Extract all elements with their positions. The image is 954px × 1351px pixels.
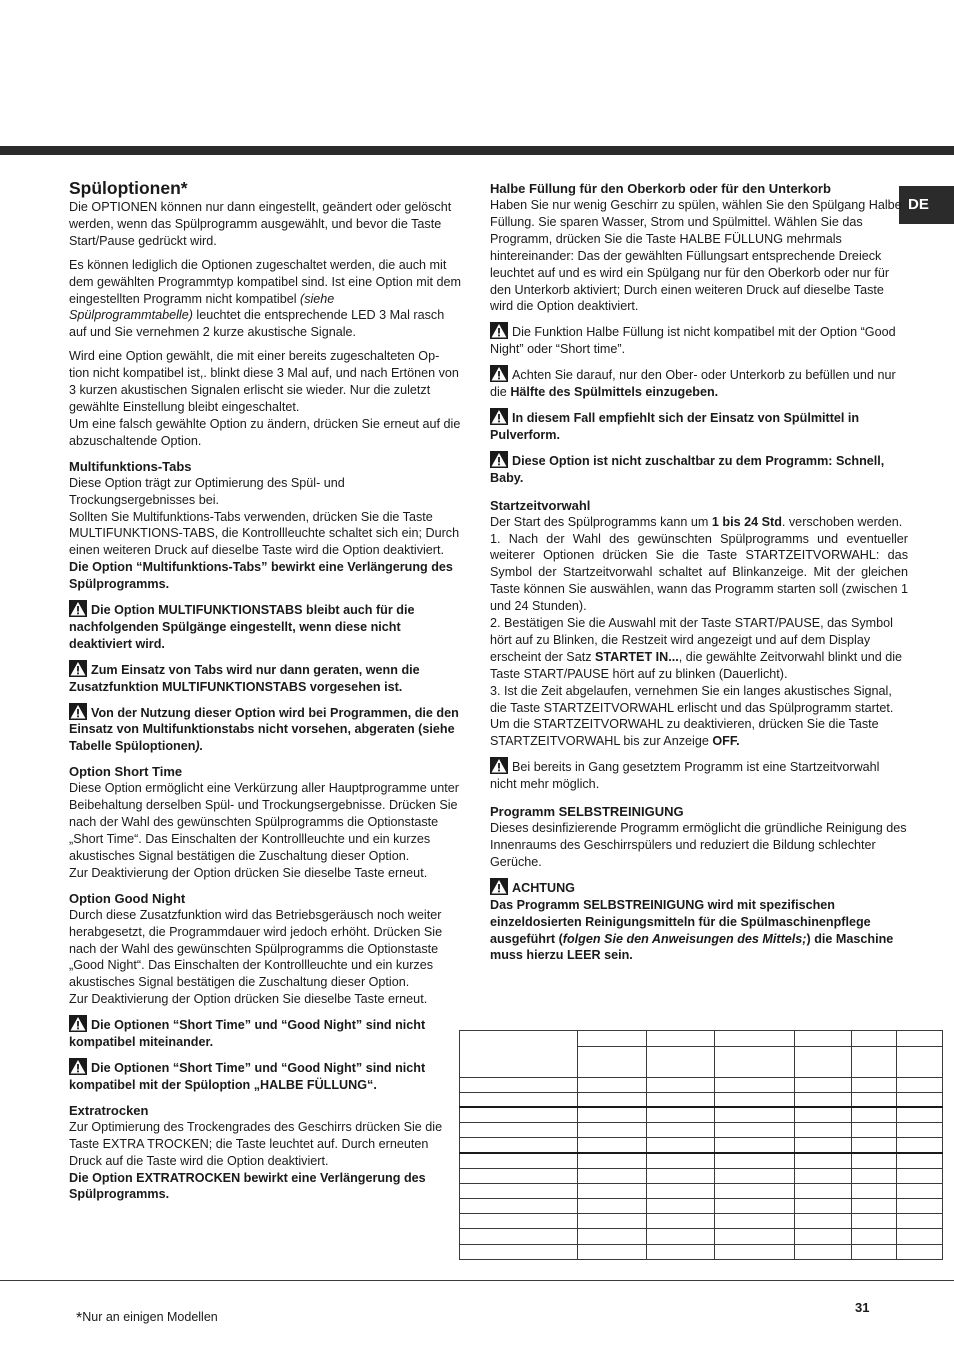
top-rule bbox=[0, 146, 954, 155]
self-cleaning-bold-b: folgen Sie den Anweisungen des Mittels; bbox=[562, 931, 807, 946]
intro2-text-c: leuchtet die entsprechende LED 3 Mal rasch auf und Sie vernehmen 2 kurze akustische Signale. bbox=[69, 308, 445, 340]
extra-dry-heading: Extratrocken bbox=[69, 1102, 149, 1118]
delay-start-step-2 bbox=[490, 615, 908, 683]
table-cell bbox=[897, 1092, 943, 1107]
table-row bbox=[460, 1244, 943, 1259]
page-number: 31 bbox=[855, 1300, 870, 1315]
table-cell bbox=[795, 1077, 852, 1092]
table-cell bbox=[578, 1077, 647, 1092]
table-cell bbox=[578, 1092, 647, 1107]
table-cell bbox=[460, 1123, 578, 1138]
self-cleaning-heading: Programm SELBSTREINIGUNG bbox=[490, 804, 684, 820]
bottom-rule bbox=[0, 1280, 954, 1281]
table-cell bbox=[852, 1168, 897, 1183]
table-cell bbox=[852, 1199, 897, 1214]
table-cell bbox=[852, 1138, 897, 1153]
intro-paragraph-3: Wird eine Option gewählt, die mit einer bereits zugeschalteten Op- tion nicht kompatibel ist,. blinkt diese 3 Mal auf, und nach Ertönen von 3 kurzen akustischen Signalen erlischt sie wieder. Nur die zuletzt gewählte Einstellung bleibt eingeschaltet. bbox=[69, 349, 459, 414]
intro2-text-b: (siehe Spülprogrammtabelle) bbox=[69, 291, 335, 323]
table-cell bbox=[578, 1138, 647, 1153]
table-row bbox=[460, 1138, 943, 1153]
table-cell bbox=[852, 1214, 897, 1229]
table-cell bbox=[578, 1047, 647, 1077]
multifunction-warning-3-text: Von der Nutzung dieser Option wird bei Programmen, die den Einsatz von Multifunktionstabs nicht vorsehen, abgeraten (siehe Tabelle Spüloptionen bbox=[69, 705, 459, 754]
table-cell bbox=[647, 1077, 715, 1092]
table-cell bbox=[795, 1047, 852, 1077]
table-cell bbox=[715, 1214, 795, 1229]
self-cleaning-bold-note bbox=[490, 897, 908, 965]
good-night-warning-2 bbox=[69, 1058, 461, 1094]
table-cell bbox=[647, 1138, 715, 1153]
table-cell bbox=[897, 1123, 943, 1138]
multifunction-warning-3-end: ). bbox=[195, 739, 204, 754]
table-cell bbox=[852, 1047, 897, 1077]
delay-start-step-2-a: 2. Bestätigen Sie die Auswahl mit der Taste START/PAUSE, das Symbol hört auf zu Blinken, die Restzeit wird angezeigt und auf dem Display erscheint der Satz bbox=[490, 616, 893, 664]
table-cell bbox=[647, 1168, 715, 1183]
intro-paragraph-2 bbox=[69, 257, 461, 342]
table-cell bbox=[897, 1199, 943, 1214]
table-cell bbox=[852, 1183, 897, 1198]
table-cell bbox=[647, 1123, 715, 1138]
table-cell bbox=[795, 1153, 852, 1168]
table-cell bbox=[460, 1244, 578, 1259]
table-cell bbox=[647, 1229, 715, 1244]
table-cell bbox=[715, 1183, 795, 1198]
table-cell bbox=[578, 1244, 647, 1259]
delay-start-heading: Startzeitvorwahl bbox=[490, 497, 591, 513]
table-cell bbox=[460, 1092, 578, 1107]
table-cell bbox=[897, 1229, 943, 1244]
warning-triangle-icon bbox=[69, 660, 87, 677]
table-cell bbox=[795, 1168, 852, 1183]
table-cell bbox=[647, 1214, 715, 1229]
table-cell bbox=[795, 1244, 852, 1259]
table-cell bbox=[852, 1229, 897, 1244]
table-cell bbox=[460, 1229, 578, 1244]
intro-paragraph-4: Um eine falsch gewählte Option zu ändern, drücken Sie erneut auf die abzuschaltende Option. bbox=[69, 416, 461, 448]
table-cell bbox=[795, 1123, 852, 1138]
table-cell bbox=[647, 1092, 715, 1107]
table-cell bbox=[897, 1031, 943, 1047]
good-night-heading: Option Good Night bbox=[69, 890, 186, 906]
delay-start-paragraph-1 bbox=[490, 514, 908, 531]
table-cell bbox=[715, 1123, 795, 1138]
table-row bbox=[460, 1214, 943, 1229]
table-cell bbox=[795, 1092, 852, 1107]
table-cell bbox=[715, 1092, 795, 1107]
intro2-text-a: Es können lediglich die Optionen zugeschaltet werden, die auch mit dem gewählten Programmtyp kompatibel sind. Ist eine Option mit dem eingestellten Programm nicht kompatibel bbox=[69, 257, 461, 306]
extra-dry-bold-note: Die Option EXTRATROCKEN bewirkt eine Verlängerung des Spülprogramms. bbox=[69, 1170, 426, 1202]
table-cell bbox=[460, 1153, 578, 1168]
table-cell bbox=[852, 1092, 897, 1107]
multifunction-warning-2-text: Zum Einsatz von Tabs wird nur dann geraten, wenn die Zusatzfunktion MULTIFUNKTIONSTABS vorgesehen ist. bbox=[69, 662, 420, 694]
table-cell bbox=[852, 1031, 897, 1047]
half-load-warning-3-text: In diesem Fall empfiehlt sich der Einsatz von Spülmittel in Pulverform. bbox=[490, 410, 860, 442]
table-cell bbox=[852, 1077, 897, 1092]
table-cell bbox=[897, 1107, 943, 1122]
table-cell bbox=[897, 1183, 943, 1198]
table-row bbox=[460, 1199, 943, 1214]
table-cell bbox=[852, 1123, 897, 1138]
table-cell bbox=[578, 1168, 647, 1183]
table-cell bbox=[578, 1153, 647, 1168]
delay-start-step-2-b: STARTET IN... bbox=[595, 649, 679, 664]
table-row bbox=[460, 1031, 943, 1047]
warning-triangle-icon bbox=[69, 703, 87, 720]
table-cell bbox=[460, 1199, 578, 1214]
delay-start-step-2-c: , die gewählte Zeitvorwahl blinkt und die Taste START/PAUSE hört auf zu blinken (Dauerlicht). bbox=[490, 649, 903, 681]
table-cell bbox=[715, 1138, 795, 1153]
multifunction-warning-1 bbox=[69, 600, 461, 653]
half-load-warning-2-text: Achten Sie darauf, nur den Ober- oder Unterkorb zu befüllen und nur die bbox=[490, 368, 896, 400]
table-cell bbox=[795, 1138, 852, 1153]
table-row bbox=[460, 1168, 943, 1183]
warning-triangle-icon bbox=[490, 365, 508, 382]
table-cell bbox=[852, 1107, 897, 1122]
table-cell bbox=[578, 1199, 647, 1214]
footnote-mark: * bbox=[76, 1310, 83, 1327]
warning-triangle-icon bbox=[490, 451, 508, 468]
table-cell bbox=[460, 1031, 578, 1078]
delay-start-deactivate-bold: OFF. bbox=[712, 734, 740, 749]
table-cell bbox=[578, 1214, 647, 1229]
half-load-warning-4-text: Diese Option ist nicht zuschaltbar zu dem Programm: Schnell, Baby. bbox=[490, 453, 885, 485]
delay-start-warning bbox=[490, 757, 908, 793]
table-cell bbox=[897, 1168, 943, 1183]
right-column bbox=[490, 180, 908, 964]
table-cell bbox=[715, 1153, 795, 1168]
table-row bbox=[460, 1107, 943, 1122]
table-cell bbox=[715, 1168, 795, 1183]
good-night-paragraph-1: Durch diese Zusatzfunktion wird das Betriebsgeräusch noch weiter herabgesetzt, die Programmdauer wird jedoch erhöht. Drücken Sie nach der Wahl des gewünschten Spülprogramms die Optionstaste „Good Night“. Das Einschalten der Kontrollleuchte und ein kurzes akustisches Signal bestätigen die Zuschaltung dieser Option. bbox=[69, 907, 443, 990]
footnote bbox=[76, 1310, 218, 1328]
table-cell bbox=[715, 1107, 795, 1122]
multifunction-paragraph-1: Diese Option trägt zur Optimierung des Spül- und Trockungsergebnisses bei. bbox=[69, 475, 345, 507]
table-cell bbox=[852, 1153, 897, 1168]
good-night-paragraph-2: Zur Deaktivierung der Option drücken Sie dieselbe Taste erneut. bbox=[69, 992, 428, 1007]
short-time-paragraph-2: Zur Deaktivierung der Option drücken Sie dieselbe Taste erneut. bbox=[69, 865, 428, 880]
multifunction-warning-1-text: Die Option MULTIFUNKTIONSTABS bleibt auch für die nachfolgenden Spülgänge eingestellt, wenn diese nicht deaktiviert wird. bbox=[69, 603, 415, 651]
self-cleaning-warning-label bbox=[490, 878, 908, 897]
half-load-warning-4 bbox=[490, 451, 908, 487]
table-cell bbox=[647, 1244, 715, 1259]
delay-start-p1-a: Der Start des Spülprogramms kann um bbox=[490, 514, 712, 529]
delay-start-deactivate-text: Um die STARTZEITVORWAHL zu deaktivieren, drücken Sie die Taste STARTZEITVORWAHL bis zur Anzeige bbox=[490, 717, 879, 749]
delay-start-p1-c: . verschoben werden. bbox=[781, 514, 903, 529]
table-cell bbox=[897, 1138, 943, 1153]
multifunction-warning-2 bbox=[69, 660, 461, 696]
short-time-paragraph-1: Diese Option ermöglicht eine Verkürzung aller Hauptprogramme unter Beibehaltung derselben Spül- und Trockungsergebnisse. Drücken Sie nach der Wahl des gewünschten Spülprogramms die Optionstaste „Short Time“. Das Einschalten der Kontrollleuchte und ein kurzes akustisches Signal bestätigen die Zuschaltung dieser Option. bbox=[69, 781, 459, 863]
table-cell bbox=[647, 1031, 715, 1047]
half-load-heading: Halbe Füllung für den Oberkorb oder für den Unterkorb bbox=[490, 181, 831, 196]
table-cell bbox=[647, 1047, 715, 1077]
table-cell bbox=[897, 1214, 943, 1229]
table-cell bbox=[897, 1047, 943, 1077]
table-cell bbox=[460, 1168, 578, 1183]
warning-triangle-icon bbox=[490, 408, 508, 425]
self-cleaning-bold-c: ) die Maschine muss hierzu LEER sein. bbox=[490, 931, 894, 963]
table-cell bbox=[578, 1107, 647, 1122]
footnote-text: Nur an einigen Modellen bbox=[82, 1310, 218, 1324]
table-cell bbox=[795, 1031, 852, 1047]
table-cell bbox=[647, 1107, 715, 1122]
table-cell bbox=[647, 1183, 715, 1198]
multifunction-heading: Multifunktions-Tabs bbox=[69, 458, 192, 474]
half-load-warning-2 bbox=[490, 365, 908, 401]
multifunction-bold-note: Die Option “Multifunktions-Tabs” bewirkt eine Verlängerung des Spülprogramms. bbox=[69, 560, 453, 592]
table-row bbox=[460, 1092, 943, 1107]
table-cell bbox=[715, 1031, 795, 1047]
warning-triangle-icon bbox=[69, 1058, 87, 1075]
table-cell bbox=[715, 1077, 795, 1092]
table-cell bbox=[460, 1214, 578, 1229]
good-night-warning-1-text: Die Optionen “Short Time” und “Good Night” sind nicht kompatibel miteinander. bbox=[69, 1018, 426, 1050]
warning-triangle-icon bbox=[69, 1015, 87, 1032]
warning-triangle-icon bbox=[490, 878, 508, 895]
table-cell bbox=[460, 1077, 578, 1092]
warning-triangle-icon bbox=[490, 757, 508, 774]
table-row bbox=[460, 1229, 943, 1244]
short-time-heading: Option Short Time bbox=[69, 764, 183, 780]
table-row bbox=[460, 1123, 943, 1138]
table-cell bbox=[578, 1031, 647, 1047]
table-cell bbox=[795, 1199, 852, 1214]
table-cell bbox=[715, 1199, 795, 1214]
table-cell bbox=[647, 1153, 715, 1168]
table-cell bbox=[460, 1138, 578, 1153]
good-night-warning-1 bbox=[69, 1015, 461, 1051]
table-cell bbox=[578, 1183, 647, 1198]
good-night-warning-2-text: Die Optionen “Short Time” und “Good Night” sind nicht kompatibel mit der Spüloption „HALBE FÜLLUNG“. bbox=[69, 1060, 426, 1092]
page-title: Spüloptionen* bbox=[69, 178, 188, 198]
table-cell bbox=[715, 1047, 795, 1077]
table-cell bbox=[715, 1229, 795, 1244]
half-load-paragraph: Haben Sie nur wenig Geschirr zu spülen, wählen Sie den Spülgang Halbe Füllung. Sie sparen Wasser, Strom und Spülmittel. Wählen Sie das Programm, drücken Sie die Taste HALBE FÜLLUNG mehrmals hintereinander: Das der gewählten Füllungsart entsprechende Dreieck leuchtet auf und es wird ein Spülgang nur für den Oberkorb oder nur für den Unterkorb aktiviert; Durch einen weiteren Druck auf dieselbe Taste wird die Option deaktiviert. bbox=[490, 198, 902, 314]
table-cell bbox=[460, 1107, 578, 1122]
half-load-warning-3 bbox=[490, 408, 908, 444]
self-cleaning-paragraph: Dieses desinfizierende Programm ermöglicht die gründliche Reinigung des Innenraums des Geschirrspülers und reduziert die Bildung schlechter Gerüche. bbox=[490, 821, 907, 869]
left-column bbox=[69, 177, 461, 1203]
delay-start-step-1: 1. Nach der Wahl des gewünschten Spülprogramms und eventueller weiterer Optionen drücken Sie die Taste STARTZEITVORWAHL: das Symbol der Startzeitvorwahl schaltet auf Blinkanzeige. Mit der gleichen Taste können Sie auswählen, wann das Programm starten soll (zwischen 1 und 24 Stunden). bbox=[490, 531, 908, 614]
table-cell bbox=[795, 1214, 852, 1229]
multifunction-warning-3 bbox=[69, 703, 461, 756]
delay-start-deactivate bbox=[490, 716, 908, 750]
options-table bbox=[459, 1030, 943, 1260]
half-load-warning-1-text: Die Funktion Halbe Füllung ist nicht kompatibel mit der Option “Good Night” oder “Short time”. bbox=[490, 325, 896, 357]
self-cleaning-bold-a: Das Programm SELBSTREINIGUNG wird mit spezifischen einzeldosierten Reinigungsmitteln für die Spülmaschinenpflege ausgeführt ( bbox=[490, 897, 871, 946]
warning-triangle-icon bbox=[69, 600, 87, 617]
delay-start-step-3: 3. Ist die Zeit abgelaufen, vernehmen Sie ein langes akustisches Signal, die Taste STARTZEITVORWAHL erlischt und das Spülprogramm startet. bbox=[490, 683, 894, 715]
multifunction-paragraph-2: Sollten Sie Multifunktions-Tabs verwenden, drücken Sie die Taste MULTIFUNKTIONS-TABS, die Kontrollleuchte schaltet sich ein; Durch einen weiteren Druck auf dieselbe Taste wird die Option deaktiviert. bbox=[69, 509, 460, 558]
table-cell bbox=[460, 1183, 578, 1198]
table-cell bbox=[897, 1153, 943, 1168]
half-load-warning-1 bbox=[490, 322, 908, 358]
extra-dry-paragraph: Zur Optimierung des Trockengrades des Geschirrs drücken Sie die Taste EXTRA TROCKEN; die Taste leuchtet auf. Durch erneuten Druck auf die Taste wird die Option deaktiviert. bbox=[69, 1119, 443, 1168]
table-cell bbox=[897, 1077, 943, 1092]
delay-start-warning-text: Bei bereits in Gang gesetztem Programm ist eine Startzeitvorwahl nicht mehr möglich. bbox=[490, 760, 880, 792]
table-cell bbox=[715, 1244, 795, 1259]
table-cell bbox=[795, 1183, 852, 1198]
table-row bbox=[460, 1077, 943, 1092]
table-cell bbox=[795, 1229, 852, 1244]
delay-start-p1-b: 1 bis 24 Std bbox=[711, 514, 782, 529]
table-row bbox=[460, 1183, 943, 1198]
table-row bbox=[460, 1153, 943, 1168]
warning-triangle-icon bbox=[490, 322, 508, 339]
table-cell bbox=[897, 1244, 943, 1259]
table-cell bbox=[647, 1199, 715, 1214]
table-cell bbox=[852, 1244, 897, 1259]
intro-paragraph-1: Die OPTIONEN können nur dann eingestellt, geändert oder gelöscht werden, wenn das Spülprogramm ausgewählt, und bevor die Taste Start/Pause gedrückt wird. bbox=[69, 200, 452, 248]
table-cell bbox=[795, 1107, 852, 1122]
table-cell bbox=[578, 1229, 647, 1244]
half-load-warning-2-bold: Hälfte des Spülmittels einzugeben. bbox=[510, 385, 719, 400]
table-cell bbox=[578, 1123, 647, 1138]
self-cleaning-warning-label-text: ACHTUNG bbox=[512, 880, 575, 895]
language-tab: DE bbox=[899, 186, 954, 224]
